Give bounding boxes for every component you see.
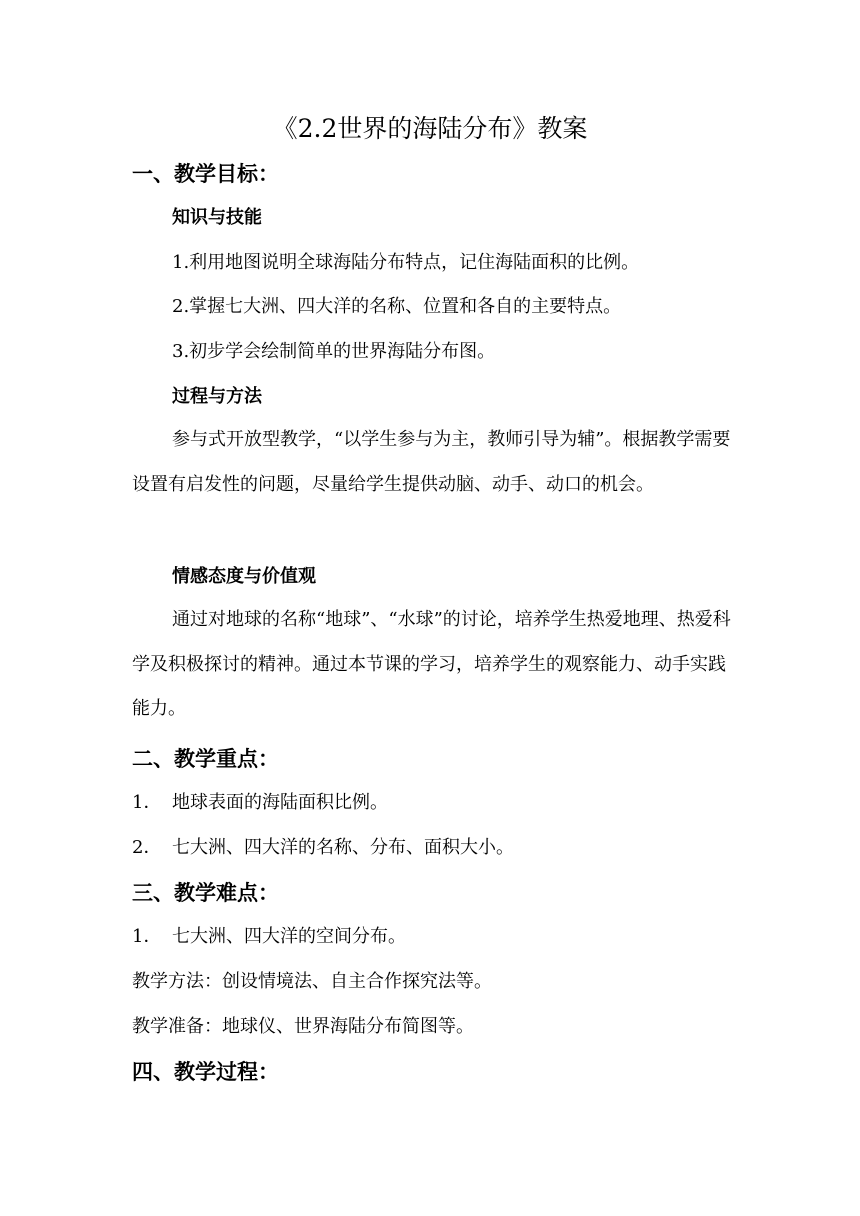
attitude-paragraph: 通过对地球的名称“地球”、“水球”的讨论，培养学生热爱地理、热爱科学及积极探讨的精神。通过本节课的学习，培养学生的观察能力、动手实践能力。 xyxy=(132,609,731,719)
section-heading-difficulties: 三、教学难点： xyxy=(132,881,279,905)
subheading-attitude-values: 情感态度与价值观 xyxy=(172,566,316,587)
key-point-item-2 xyxy=(132,834,514,862)
list-text: 地球表面的海陆面积比例。 xyxy=(172,792,388,813)
key-point-item-1 xyxy=(132,789,388,817)
teaching-method-line: 教学方法：创设情境法、自主合作探究法等。 xyxy=(132,971,492,992)
list-text: 七大洲、四大洋的名称、分布、面积大小。 xyxy=(172,837,514,858)
document-title: 《2.2世界的海陆分布》教案 xyxy=(272,114,588,143)
subheading-process-methods: 过程与方法 xyxy=(172,386,262,407)
section-heading-objectives: 一、教学目标： xyxy=(132,162,279,186)
section-heading-process: 四、教学过程： xyxy=(132,1060,279,1084)
list-number: 1． xyxy=(132,792,162,813)
list-number: 2． xyxy=(132,837,162,858)
objective-item-1: 1.利用地图说明全球海陆分布特点，记住海陆面积的比例。 xyxy=(172,252,640,273)
objective-item-3: 3.初步学会绘制简单的世界海陆分布图。 xyxy=(172,341,496,362)
objective-item-2: 2.掌握七大洲、四大洋的名称、位置和各自的主要特点。 xyxy=(172,296,622,317)
difficulty-item-1 xyxy=(132,923,406,951)
subheading-knowledge-skills: 知识与技能 xyxy=(172,207,262,228)
section-heading-key-points: 二、教学重点： xyxy=(132,747,279,771)
process-paragraph: 参与式开放型教学，“以学生参与为主，教师引导为辅”。根据教学需要设置有启发性的问题，尽量给学生提供动脑、动手、动口的机会。 xyxy=(132,429,731,495)
list-text: 七大洲、四大洋的空间分布。 xyxy=(172,926,406,947)
list-number: 1． xyxy=(132,926,162,947)
teaching-preparation-line: 教学准备：地球仪、世界海陆分布简图等。 xyxy=(132,1016,474,1037)
